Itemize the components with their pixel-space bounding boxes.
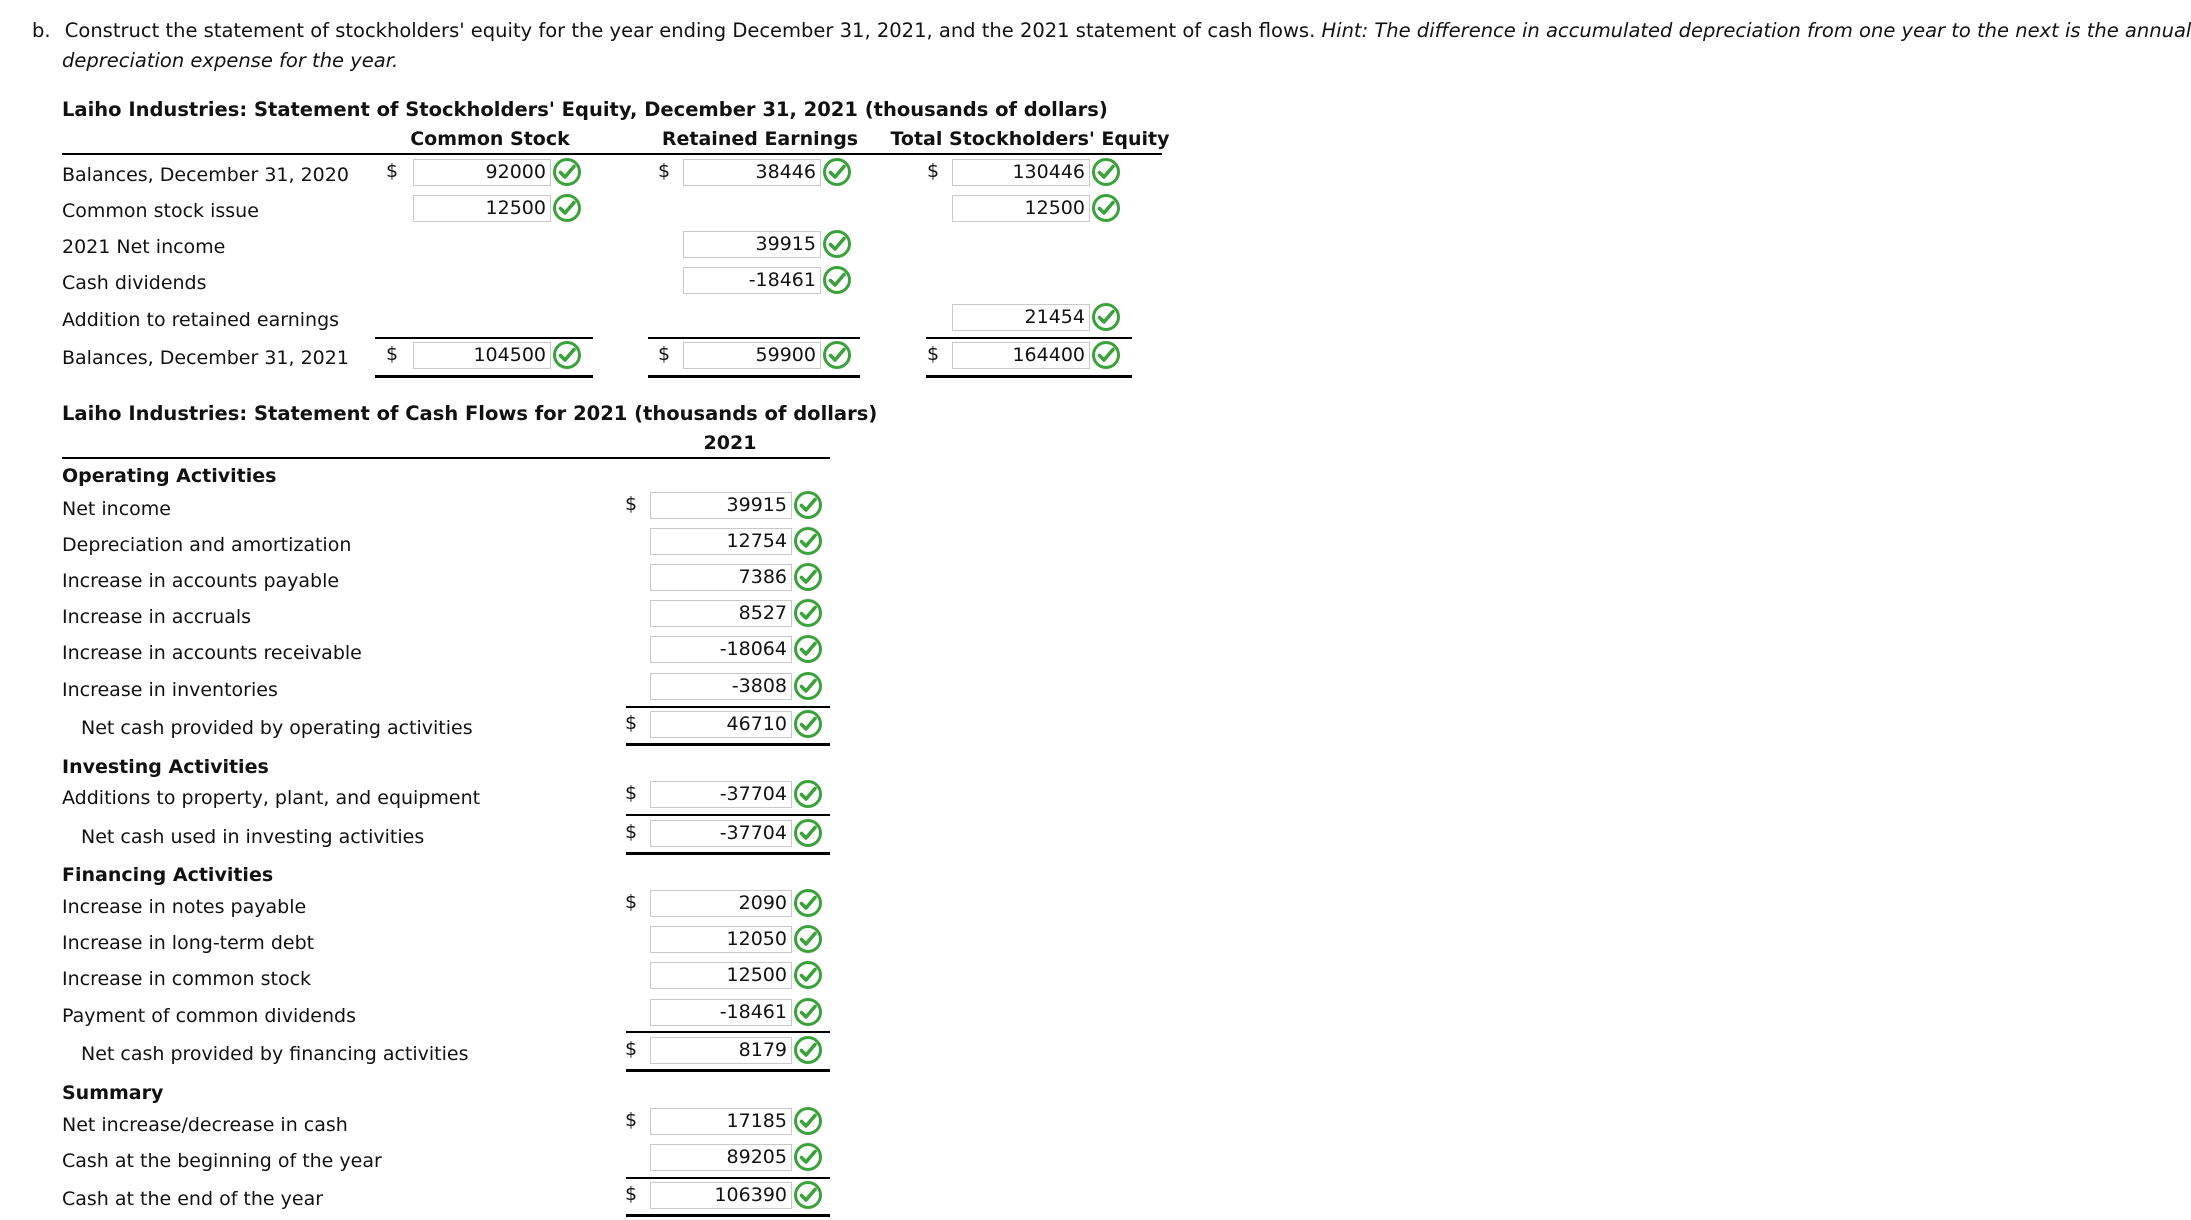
section-heading: Operating Activities xyxy=(62,465,277,487)
cashflow-receivable-input[interactable]: -18064 xyxy=(650,636,792,663)
underline-rule xyxy=(926,337,1132,339)
correct-check-icon xyxy=(793,526,823,556)
underline-rule xyxy=(626,814,830,816)
cashflow-net-change-input[interactable]: 17185 xyxy=(650,1108,792,1135)
correct-check-icon xyxy=(793,960,823,990)
hint-text-continued: depreciation expense for the year. xyxy=(62,49,399,72)
equity-title: Laiho Industries: Statement of Stockholders' Equity, December 31, 2021 (thousands of dollars) xyxy=(62,98,1108,121)
equity-total-input[interactable]: 21454 xyxy=(952,304,1090,331)
cashflow-notes-input[interactable]: 2090 xyxy=(650,890,792,917)
underline-rule xyxy=(626,1214,830,1217)
currency-symbol: $ xyxy=(625,1183,638,1205)
correct-check-icon xyxy=(793,818,823,848)
equity-common-input[interactable]: 12500 xyxy=(413,195,551,222)
correct-check-icon xyxy=(552,157,582,187)
underline-rule xyxy=(926,375,1132,378)
equity-row-label: Cash dividends xyxy=(62,272,207,294)
hint-label: Hint: xyxy=(1321,19,1369,42)
correct-check-icon xyxy=(793,709,823,739)
cashflow-row-label: Net cash provided by financing activities xyxy=(81,1043,469,1065)
cashflow-depreciation-input[interactable]: 12754 xyxy=(650,528,792,555)
question-line-1 xyxy=(32,19,2191,42)
cashflow-row-label: Net cash provided by operating activities xyxy=(81,717,473,739)
cashflow-accruals-input[interactable]: 8527 xyxy=(650,600,792,627)
underline-rule xyxy=(648,337,860,339)
currency-symbol: $ xyxy=(658,343,671,365)
equity-row-label: 2021 Net income xyxy=(62,236,226,258)
col-retained-earnings: Retained Earnings xyxy=(661,128,859,150)
correct-check-icon xyxy=(1091,157,1121,187)
underline-rule xyxy=(626,852,830,855)
hint-text: The difference in accumulated depreciation from one year to the next is the annual xyxy=(1374,19,2191,42)
cashflow-common-input[interactable]: 12500 xyxy=(650,962,792,989)
cashflow-ltdebt-input[interactable]: 12050 xyxy=(650,926,792,953)
correct-check-icon xyxy=(552,193,582,223)
cashflow-row-label: Payment of common dividends xyxy=(62,1005,356,1027)
cashflow-row-label: Increase in notes payable xyxy=(62,896,307,918)
correct-check-icon xyxy=(822,229,852,259)
equity-row-label: Balances, December 31, 2021 xyxy=(62,347,349,369)
cashflow-row-label: Increase in accounts payable xyxy=(62,570,340,592)
underline-rule xyxy=(375,375,593,378)
underline-rule xyxy=(626,1031,830,1033)
correct-check-icon xyxy=(793,671,823,701)
correct-check-icon xyxy=(1091,340,1121,370)
correct-check-icon xyxy=(793,997,823,1027)
underline-rule xyxy=(375,337,593,339)
cashflow-row-label: Net increase/decrease in cash xyxy=(62,1114,348,1136)
cashflow-end-input[interactable]: 106390 xyxy=(650,1182,792,1209)
cashflow-inventories-input[interactable]: -3808 xyxy=(650,673,792,700)
underline-rule xyxy=(626,706,830,708)
correct-check-icon xyxy=(793,1142,823,1172)
cashflow-begin-input[interactable]: 89205 xyxy=(650,1144,792,1171)
currency-symbol: $ xyxy=(625,782,638,804)
cashflow-row-label: Increase in accounts receivable xyxy=(62,642,362,664)
col-total-equity: Total Stockholders' Equity xyxy=(890,128,1170,150)
cashflow-row-label: Increase in inventories xyxy=(62,679,278,701)
correct-check-icon xyxy=(793,598,823,628)
cashflow-ppe-input[interactable]: -37704 xyxy=(650,781,792,808)
underline-rule xyxy=(626,743,830,746)
currency-symbol: $ xyxy=(625,712,638,734)
cashflow-row-label: Cash at the end of the year xyxy=(62,1188,324,1210)
cashflow-row-label: Net income xyxy=(62,498,171,520)
underline-rule xyxy=(648,375,860,378)
correct-check-icon xyxy=(793,1106,823,1136)
equity-row-label: Balances, December 31, 2020 xyxy=(62,164,349,186)
correct-check-icon xyxy=(793,490,823,520)
currency-symbol: $ xyxy=(625,493,638,515)
cashflow-investing-total-input[interactable]: -37704 xyxy=(650,820,792,847)
currency-symbol: $ xyxy=(625,1109,638,1131)
equity-retained-input[interactable]: 39915 xyxy=(683,231,821,258)
correct-check-icon xyxy=(793,634,823,664)
equity-row-label: Addition to retained earnings xyxy=(62,309,340,331)
section-heading: Summary xyxy=(62,1082,164,1104)
correct-check-icon xyxy=(1091,302,1121,332)
currency-symbol: $ xyxy=(927,343,940,365)
correct-check-icon xyxy=(793,779,823,809)
equity-row-label: Common stock issue xyxy=(62,200,259,222)
correct-check-icon xyxy=(822,340,852,370)
equity-common-input[interactable]: 92000 xyxy=(413,159,551,186)
currency-symbol: $ xyxy=(386,343,399,365)
cashflow-year: 2021 xyxy=(703,432,757,454)
correct-check-icon xyxy=(793,562,823,592)
cashflow-title: Laiho Industries: Statement of Cash Flows for 2021 (thousands of dollars) xyxy=(62,402,878,425)
correct-check-icon xyxy=(822,157,852,187)
correct-check-icon xyxy=(1091,193,1121,223)
cashflow-financing-total-input[interactable]: 8179 xyxy=(650,1037,792,1064)
section-heading: Financing Activities xyxy=(62,864,274,886)
cashflow-row-label: Depreciation and amortization xyxy=(62,534,352,556)
correct-check-icon xyxy=(793,924,823,954)
col-common-stock: Common Stock xyxy=(410,128,570,150)
cashflow-header-rule xyxy=(62,457,830,459)
cashflow-payable-input[interactable]: 7386 xyxy=(650,564,792,591)
cashflow-row-label: Cash at the beginning of the year xyxy=(62,1150,382,1172)
underline-rule xyxy=(626,1069,830,1072)
equity-retained-input[interactable]: -18461 xyxy=(683,267,821,294)
correct-check-icon xyxy=(552,340,582,370)
correct-check-icon xyxy=(822,265,852,295)
currency-symbol: $ xyxy=(927,160,940,182)
question-prefix: b. xyxy=(32,19,51,42)
cashflow-row-label: Increase in long-term debt xyxy=(62,932,315,954)
cashflow-operating-total-input[interactable]: 46710 xyxy=(650,711,792,738)
cashflow-row-label: Net cash used in investing activities xyxy=(81,826,425,848)
equity-retained-input[interactable]: 59900 xyxy=(683,342,821,369)
equity-common-input[interactable]: 104500 xyxy=(413,342,551,369)
correct-check-icon xyxy=(793,888,823,918)
cashflow-row-label: Additions to property, plant, and equipment xyxy=(62,787,481,809)
currency-symbol: $ xyxy=(625,1038,638,1060)
equity-total-input[interactable]: 130446 xyxy=(952,159,1090,186)
currency-symbol: $ xyxy=(386,160,399,182)
cashflow-dividends-input[interactable]: -18461 xyxy=(650,999,792,1026)
currency-symbol: $ xyxy=(625,891,638,913)
currency-symbol: $ xyxy=(625,821,638,843)
cashflow-net-income-input[interactable]: 39915 xyxy=(650,492,792,519)
cashflow-row-label: Increase in common stock xyxy=(62,968,312,990)
equity-header-rule xyxy=(62,153,1162,155)
currency-symbol: $ xyxy=(658,160,671,182)
correct-check-icon xyxy=(793,1035,823,1065)
equity-total-input[interactable]: 12500 xyxy=(952,195,1090,222)
cashflow-row-label: Increase in accruals xyxy=(62,606,252,628)
question-text: Construct the statement of stockholders' equity for the year ending December 31, 2021, and the 2021 statement of cash flows. xyxy=(64,19,1316,42)
correct-check-icon xyxy=(793,1180,823,1210)
equity-total-input[interactable]: 164400 xyxy=(952,342,1090,369)
section-heading: Investing Activities xyxy=(62,756,269,778)
equity-retained-input[interactable]: 38446 xyxy=(683,159,821,186)
underline-rule xyxy=(626,1177,830,1179)
